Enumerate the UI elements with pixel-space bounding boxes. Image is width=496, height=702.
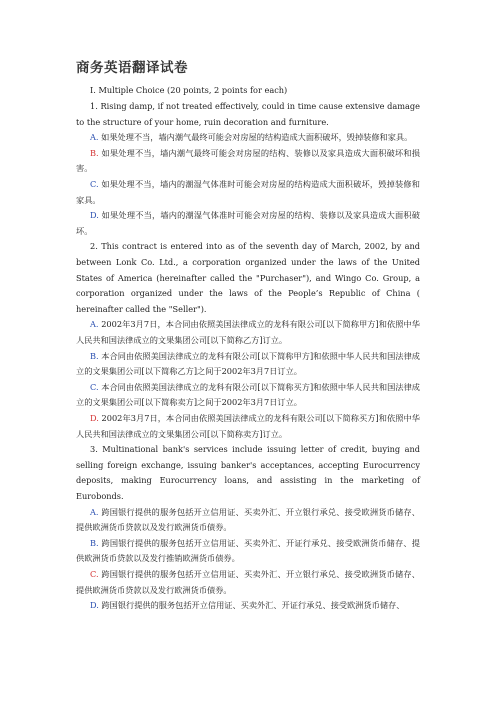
option-letter: B.	[90, 350, 99, 361]
option-letter: A.	[90, 319, 99, 330]
option-letter: D.	[90, 412, 99, 423]
question-2-option-c	[76, 380, 420, 411]
question-3-option-a	[76, 505, 420, 536]
question-2-option-d	[76, 411, 420, 442]
page-title: 商务英语翻译试卷	[76, 60, 188, 76]
option-text: 跨国银行提供的服务包括开立信用证、买卖外汇、开立银行承兑、接受欧洲货币储存、提供欧洲货币贷款以及发行欧洲货币债券。	[76, 506, 420, 533]
option-text: 本合同由依照美国法律成立的龙科有限公司[以下简称买方]和依照中华人民共和国法律成立的文果集团公司[以下简称卖方]之间于2002年3月7日订立。	[76, 381, 420, 408]
option-letter: A.	[90, 506, 99, 517]
question-3-option-c	[76, 567, 420, 598]
question-3-option-d	[76, 598, 420, 614]
question-2-option-a	[76, 317, 420, 348]
page-content	[76, 56, 420, 614]
option-letter: B.	[90, 147, 99, 158]
question-1-text: 1. Rising damp, if not treated effectively, could in time cause extensive damage to the structure of your home, ruin decoration and furniture.	[76, 101, 420, 127]
option-text: 如果处理不当，墙内潮气最终可能会对房屋的结构、装修以及家具造成大面积破坏和损害。	[76, 147, 420, 174]
option-text: 跨国银行提供的服务包括开立信用证、买卖外汇、开立银行承兑、接受欧洲货币储存、提供欧洲货币贷款以及发行欧洲货币债券。	[76, 568, 420, 595]
option-text: 本合同由依照美国法律成立的龙科有限公司[以下简称甲方]和依照中华人民共和国法律成立的文果集团公司[以下简称乙方]之间于2002年3月7日订立。	[76, 350, 420, 377]
option-letter: A.	[90, 132, 99, 143]
question-3-text: 3. Multinational bank's services include issuing letter of credit, buying and selling foreign exchange, issuing banker's acceptances, accepting Eurocurrency deposits, making Eurocurrency loans, and assisting in the marketing of Eurobonds.	[76, 444, 420, 501]
option-text: 如果处理不当，墙内的潮湿气体准时可能会对房屋的结构造成大面积破坏，毁掉装修和家具。	[76, 179, 420, 205]
option-letter: D.	[90, 600, 99, 611]
option-letter: C.	[90, 568, 99, 579]
option-text: 2002年3月7日，本合同由依照美国法律成立的龙科有限公司[以下简称买方]和依照中华人民共和国法律成立的文果集团公司[以下简称卖方]订立。	[76, 412, 420, 439]
question-2-text: 2. This contract is entered into as of the seventh day of March, 2002, by and between Lonk Co. Ltd., a corporation organized under the laws of the United States of America (hereinafter called the "Purchaser"), and Wingo Co. Group, a corporation organized under the laws of the People’s Republic of China ( hereinafter called the "Seller").	[76, 241, 420, 314]
option-letter: D.	[90, 210, 99, 221]
option-text: 跨国银行提供的服务包括开立信用证、买卖外汇、开证行承兑、接受欧洲货币储存、	[101, 600, 405, 611]
option-text: 跨国银行提供的服务包括开立信用证、买卖外汇、开证行承兑、接受欧洲货币储存、提供欧洲货币贷款以及发行推销欧洲货币债券。	[76, 537, 420, 564]
section-heading: I. Multiple Choice (20 points, 2 points for each)	[90, 85, 288, 95]
question-2-option-b	[76, 349, 420, 380]
question-1-option-a	[76, 130, 420, 146]
option-letter: B.	[90, 537, 99, 548]
option-text: 2002年3月7日，本合同由依照美国法律成立的龙科有限公司[以下简称甲方]和依照中华人民共和国法律成立的文果集团公司[以下简称乙方]订立。	[76, 319, 420, 345]
option-letter: C.	[90, 179, 99, 190]
option-text: 如果处理不当，墙内潮气最终可能会对房屋的结构造成大面积破坏，毁掉装修和家具。	[101, 132, 413, 143]
question-1-option-c	[76, 177, 420, 208]
question-1-option-b	[76, 146, 420, 177]
option-text: 如果处理不当，墙内的潮湿气体准时可能会对房屋的结构、装修以及家具造成大面积破坏。	[76, 210, 420, 236]
option-letter: C.	[90, 381, 99, 392]
question-3-option-b	[76, 536, 420, 567]
question-1-option-d	[76, 208, 420, 239]
